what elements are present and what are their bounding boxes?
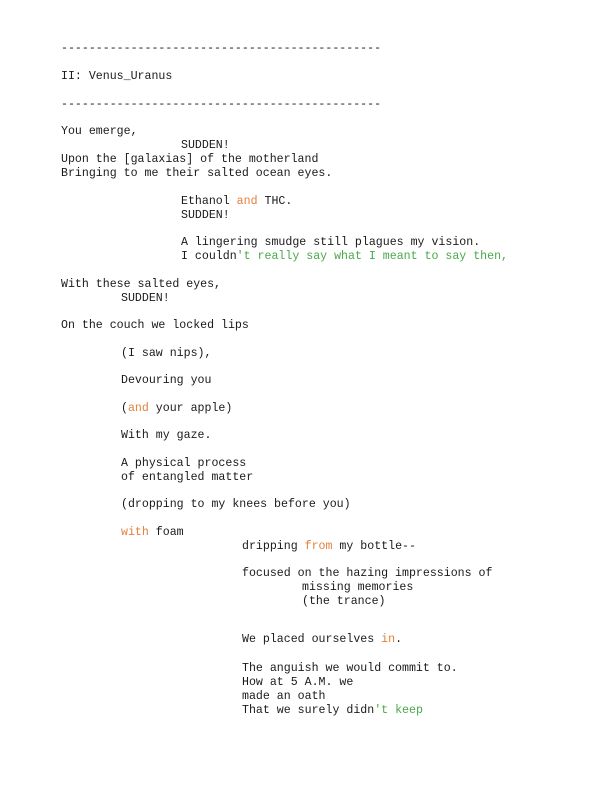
highlighted-word: with: [121, 526, 149, 539]
line-text: missing memories: [302, 581, 414, 594]
line-text: of entangled matter: [121, 471, 254, 484]
poem-line: [181, 236, 480, 249]
line-text: (the trance): [302, 595, 386, 608]
highlighted-word: in: [381, 633, 396, 646]
poem-line: [121, 457, 246, 470]
line-text: We placed ourselves: [242, 633, 382, 646]
poem-line: [61, 153, 318, 166]
highlighted-word: 't keep: [374, 704, 423, 717]
poem-line: [242, 567, 492, 580]
separator-line-top: [61, 42, 381, 55]
line-text: II: Venus_Uranus: [61, 70, 173, 83]
line-text: With these salted eyes,: [61, 278, 222, 291]
poem-line: [121, 429, 211, 442]
poem-line: [121, 292, 170, 305]
section-heading: [61, 70, 172, 83]
poem-line: [61, 319, 249, 332]
line-text: ----------------------------------------------: [61, 42, 382, 55]
line-text: Devouring you: [121, 374, 212, 387]
line-text: SUDDEN!: [121, 292, 170, 305]
line-text: your apple): [148, 402, 233, 415]
poem-line: [242, 690, 326, 703]
line-text: foam: [148, 526, 184, 539]
line-text: SUDDEN!: [181, 139, 230, 152]
line-text: dripping: [242, 540, 305, 553]
line-text: ----------------------------------------------: [61, 98, 382, 111]
line-text: You emerge,: [61, 125, 138, 138]
poem-line: [121, 471, 253, 484]
line-text: (I saw nips),: [121, 347, 212, 360]
line-text: made an oath: [242, 690, 326, 703]
poem-line: [181, 250, 508, 263]
poem-line: [61, 278, 221, 291]
poem-line: [121, 374, 211, 387]
poem-line: [121, 526, 184, 539]
separator-line-bottom: [61, 98, 381, 111]
poem-line: [242, 662, 458, 675]
poem-line: [121, 347, 211, 360]
line-text: focused on the hazing impressions of: [242, 567, 493, 580]
highlighted-word: and: [236, 195, 258, 208]
poem-line: [61, 125, 138, 138]
line-text: I couldn: [181, 250, 237, 263]
line-text: That we surely didn: [242, 704, 375, 717]
line-text: How at 5 A.M. we: [242, 676, 354, 689]
line-text: Ethanol: [181, 195, 237, 208]
line-text: .: [395, 633, 403, 646]
line-text: THC.: [257, 195, 293, 208]
poem-line: [302, 581, 413, 594]
poem-line: [242, 633, 402, 646]
line-text: SUDDEN!: [181, 209, 230, 222]
line-text: The anguish we would commit to.: [242, 662, 458, 675]
poem-line: [181, 209, 230, 222]
line-text: (: [121, 402, 128, 415]
poem-line: [181, 139, 230, 152]
line-text: On the couch we locked lips: [61, 319, 249, 332]
line-text: A lingering smudge still plagues my vision.: [181, 236, 481, 249]
poem-line: [121, 402, 232, 415]
highlighted-word: and: [127, 402, 149, 415]
line-text: With my gaze.: [121, 429, 212, 442]
poem-line: [302, 595, 386, 608]
highlighted-word: from: [304, 540, 333, 553]
line-text: Upon the [galaxias] of the motherland: [61, 153, 319, 166]
line-text: my bottle--: [332, 540, 416, 553]
highlighted-word: 't really say what I meant to say then,: [236, 250, 509, 263]
poem-line: [121, 498, 351, 511]
line-text: Bringing to me their salted ocean eyes.: [61, 167, 333, 180]
poem-line: [61, 167, 332, 180]
line-text: A physical process: [121, 457, 247, 470]
poem-line: [242, 540, 416, 553]
poem-line: [242, 676, 353, 689]
poem-line: [181, 195, 292, 208]
line-text: (dropping to my knees before you): [121, 498, 351, 511]
poem-line: [242, 704, 423, 717]
